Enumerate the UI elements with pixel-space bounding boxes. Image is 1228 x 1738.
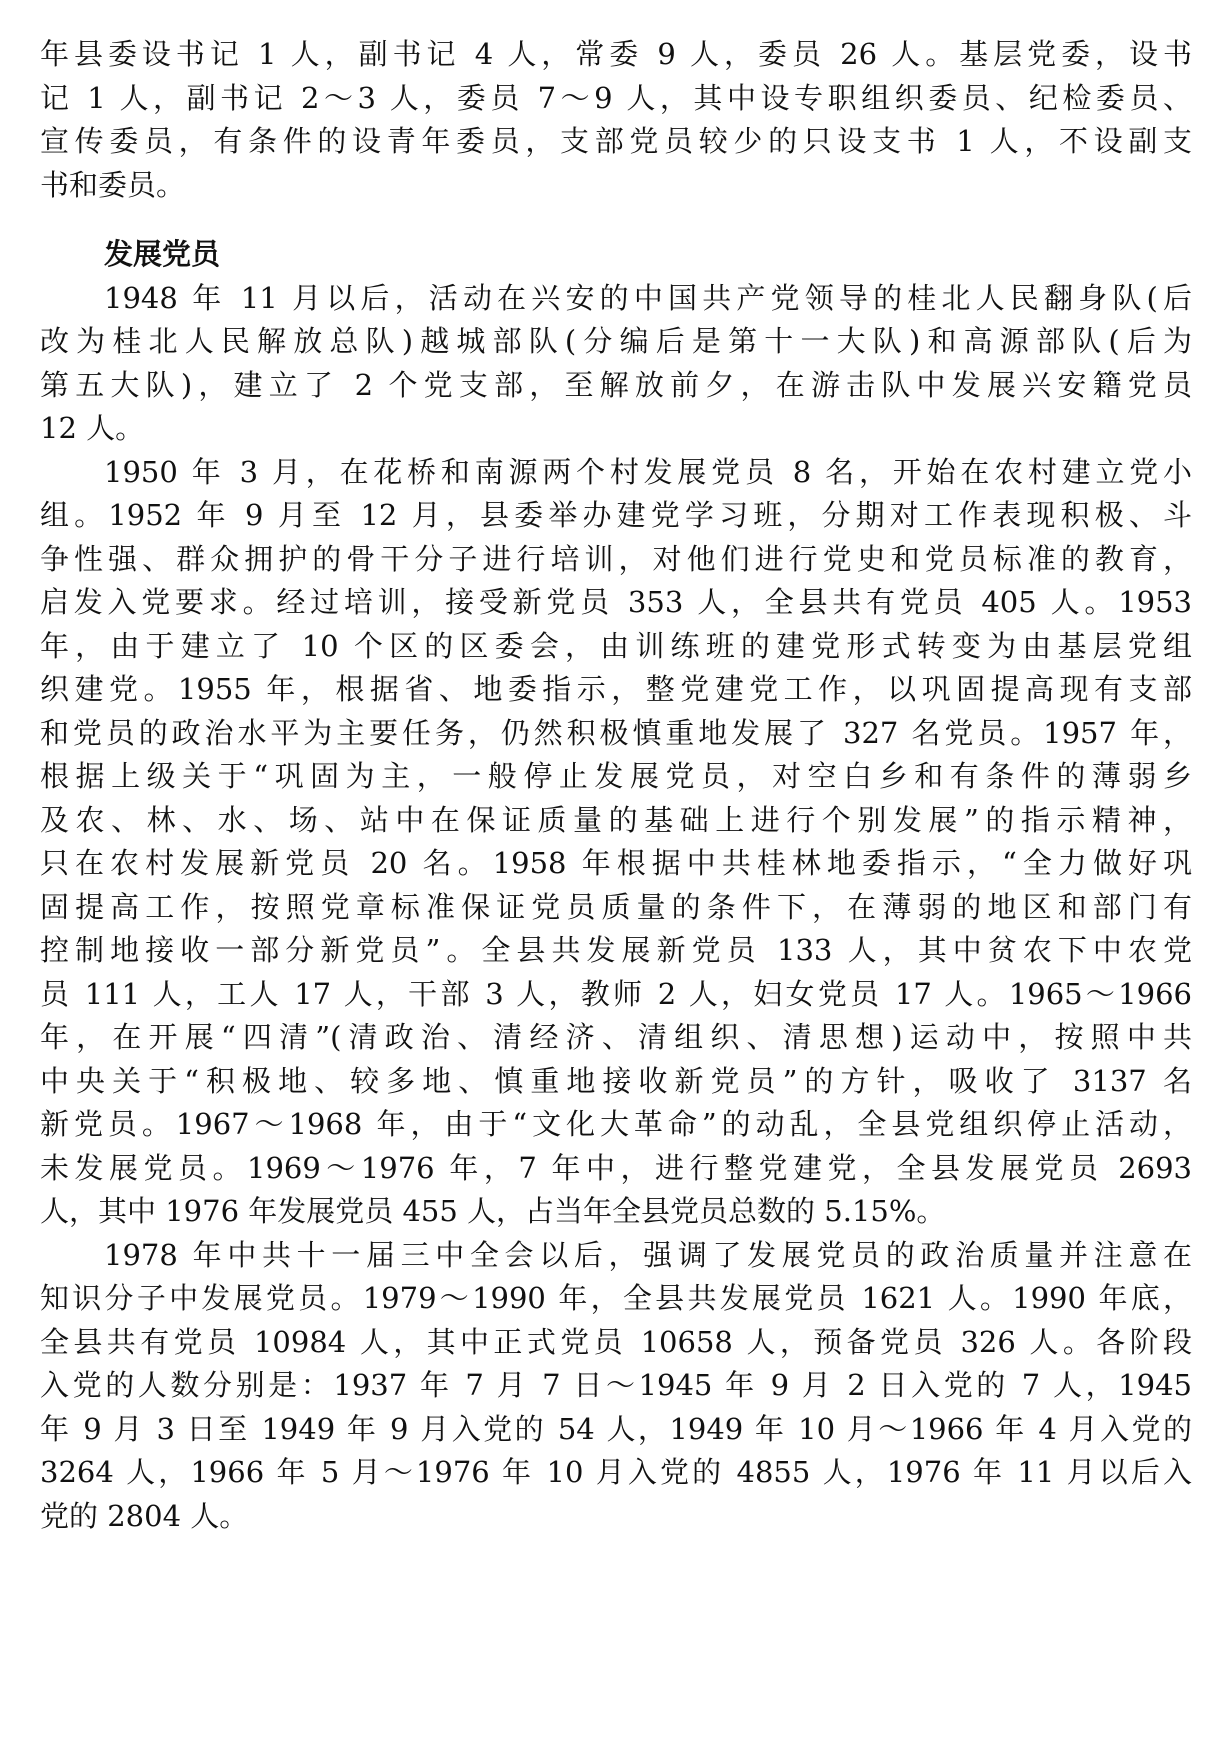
text-line: 控制地接收一部分新党员”。全县共发展新党员 133 人，其中贫农下中农党 [40,933,1192,967]
text-line: 及农、林、水、场、站中在保证质量的基础上进行个别发展”的指示精神， [40,802,1192,837]
text-line: 员 111 人，工人 17 人，干部 3 人，教师 2 人，妇女党员 17 人。1965～1966 [40,976,1192,1011]
text-line: 新党员。1967～1968 年，由于“文化大革命”的动乱，全县党组织停止活动， [40,1107,1192,1141]
text-line: 入党的人数分别是：1937 年 7 月 7 日～1945 年 9 月 2 日入党的 7 人，1945 [40,1368,1192,1402]
text-line: 1950 年 3 月，在花桥和南源两个村发展党员 8 名，开始在农村建立党小 [104,454,1192,489]
text-line: 12 人。 [40,411,145,445]
text-line: 1978 年中共十一届三中全会以后，强调了发展党员的政治质量并注意在 [104,1237,1192,1272]
text-line: 年，由于建立了 10 个区的区委会，由训练班的建党形式转变为由基层党组 [40,628,1192,663]
text-line: 织建党。1955 年，根据省、地委指示，整党建党工作，以巩固提高现有支部 [40,672,1192,706]
text-line: 年，在开展“四清”(清政治、清经济、清组织、清思想)运动中，按照中共 [40,1020,1192,1054]
text-line: 只在农村发展新党员 20 名。1958 年根据中共桂林地委指示，“全力做好巩 [40,846,1192,880]
section-heading: 发展党员 [104,237,221,271]
text-line: 3264 人，1966 年 5 月～1976 年 10 月入党的 4855 人，1976 年 11 月以后入 [40,1455,1192,1489]
paragraph-1948 [40,277,1192,451]
text-line: 中央关于“积极地、较多地、慎重地接收新党员”的方针，吸收了 3137 名 [40,1063,1192,1098]
text-line: 全县共有党员 10984 人，其中正式党员 10658 人，预备党员 326 人。各阶段 [40,1324,1192,1359]
text-line: 固提高工作，按照党章标准保证党员质量的条件下，在薄弱的地区和部门有 [40,889,1192,924]
paragraph-1950 [40,451,1192,1234]
text-line: 启发入党要求。经过培训，接受新党员 353 人，全县共有党员 405 人。1953 [40,585,1192,619]
text-line: 争性强、群众拥护的骨干分子进行培训，对他们进行党史和党员标准的教育， [40,541,1192,576]
text-line: 未发展党员。1969～1976 年，7 年中，进行整党建党，全县发展党员 2693 [40,1150,1192,1185]
paragraph-committee-composition [40,33,1192,207]
text-line: 记 1 人，副书记 2～3 人，委员 7～9 人，其中设专职组织委员、纪检委员、 [40,80,1192,115]
text-line: 根据上级关于“巩固为主，一般停止发展党员，对空白乡和有条件的薄弱乡 [40,759,1192,793]
text-line: 知识分子中发展党员。1979～1990 年，全县共发展党员 1621 人。1990 年底， [40,1281,1192,1315]
text-line: 党的 2804 人。 [40,1498,249,1533]
text-line: 和党员的政治水平为主要任务，仍然积极慎重地发展了 327 名党员。1957 年， [40,715,1192,750]
paragraph-1978 [40,1234,1192,1539]
text-line: 年 9 月 3 日至 1949 年 9 月入党的 54 人，1949 年 10 月～1966 年 4 月入党的 [40,1411,1192,1446]
text-line: 书和委员。 [40,167,186,202]
text-line: 宣传委员，有条件的设青年委员，支部党员较少的只设支书 1 人，不设副支 [40,124,1192,158]
text-line: 人，其中 1976 年发展党员 455 人，占当年全县党员总数的 5.15%。 [40,1194,946,1228]
text-line: 第五大队)，建立了 2 个党支部，至解放前夕，在游击队中发展兴安籍党员 [40,367,1192,402]
text-line: 1948 年 11 月以后，活动在兴安的中国共产党领导的桂北人民翻身队(后 [104,280,1192,315]
document-page [40,33,1192,1538]
text-line: 组。1952 年 9 月至 12 月，县委举办建党学习班，分期对工作表现积极、斗 [40,498,1192,532]
text-line: 改为桂北人民解放总队)越城部队(分编后是第十一大队)和高源部队(后为 [40,324,1192,358]
text-line: 年县委设书记 1 人，副书记 4 人，常委 9 人，委员 26 人。基层党委，设书 [40,37,1192,71]
